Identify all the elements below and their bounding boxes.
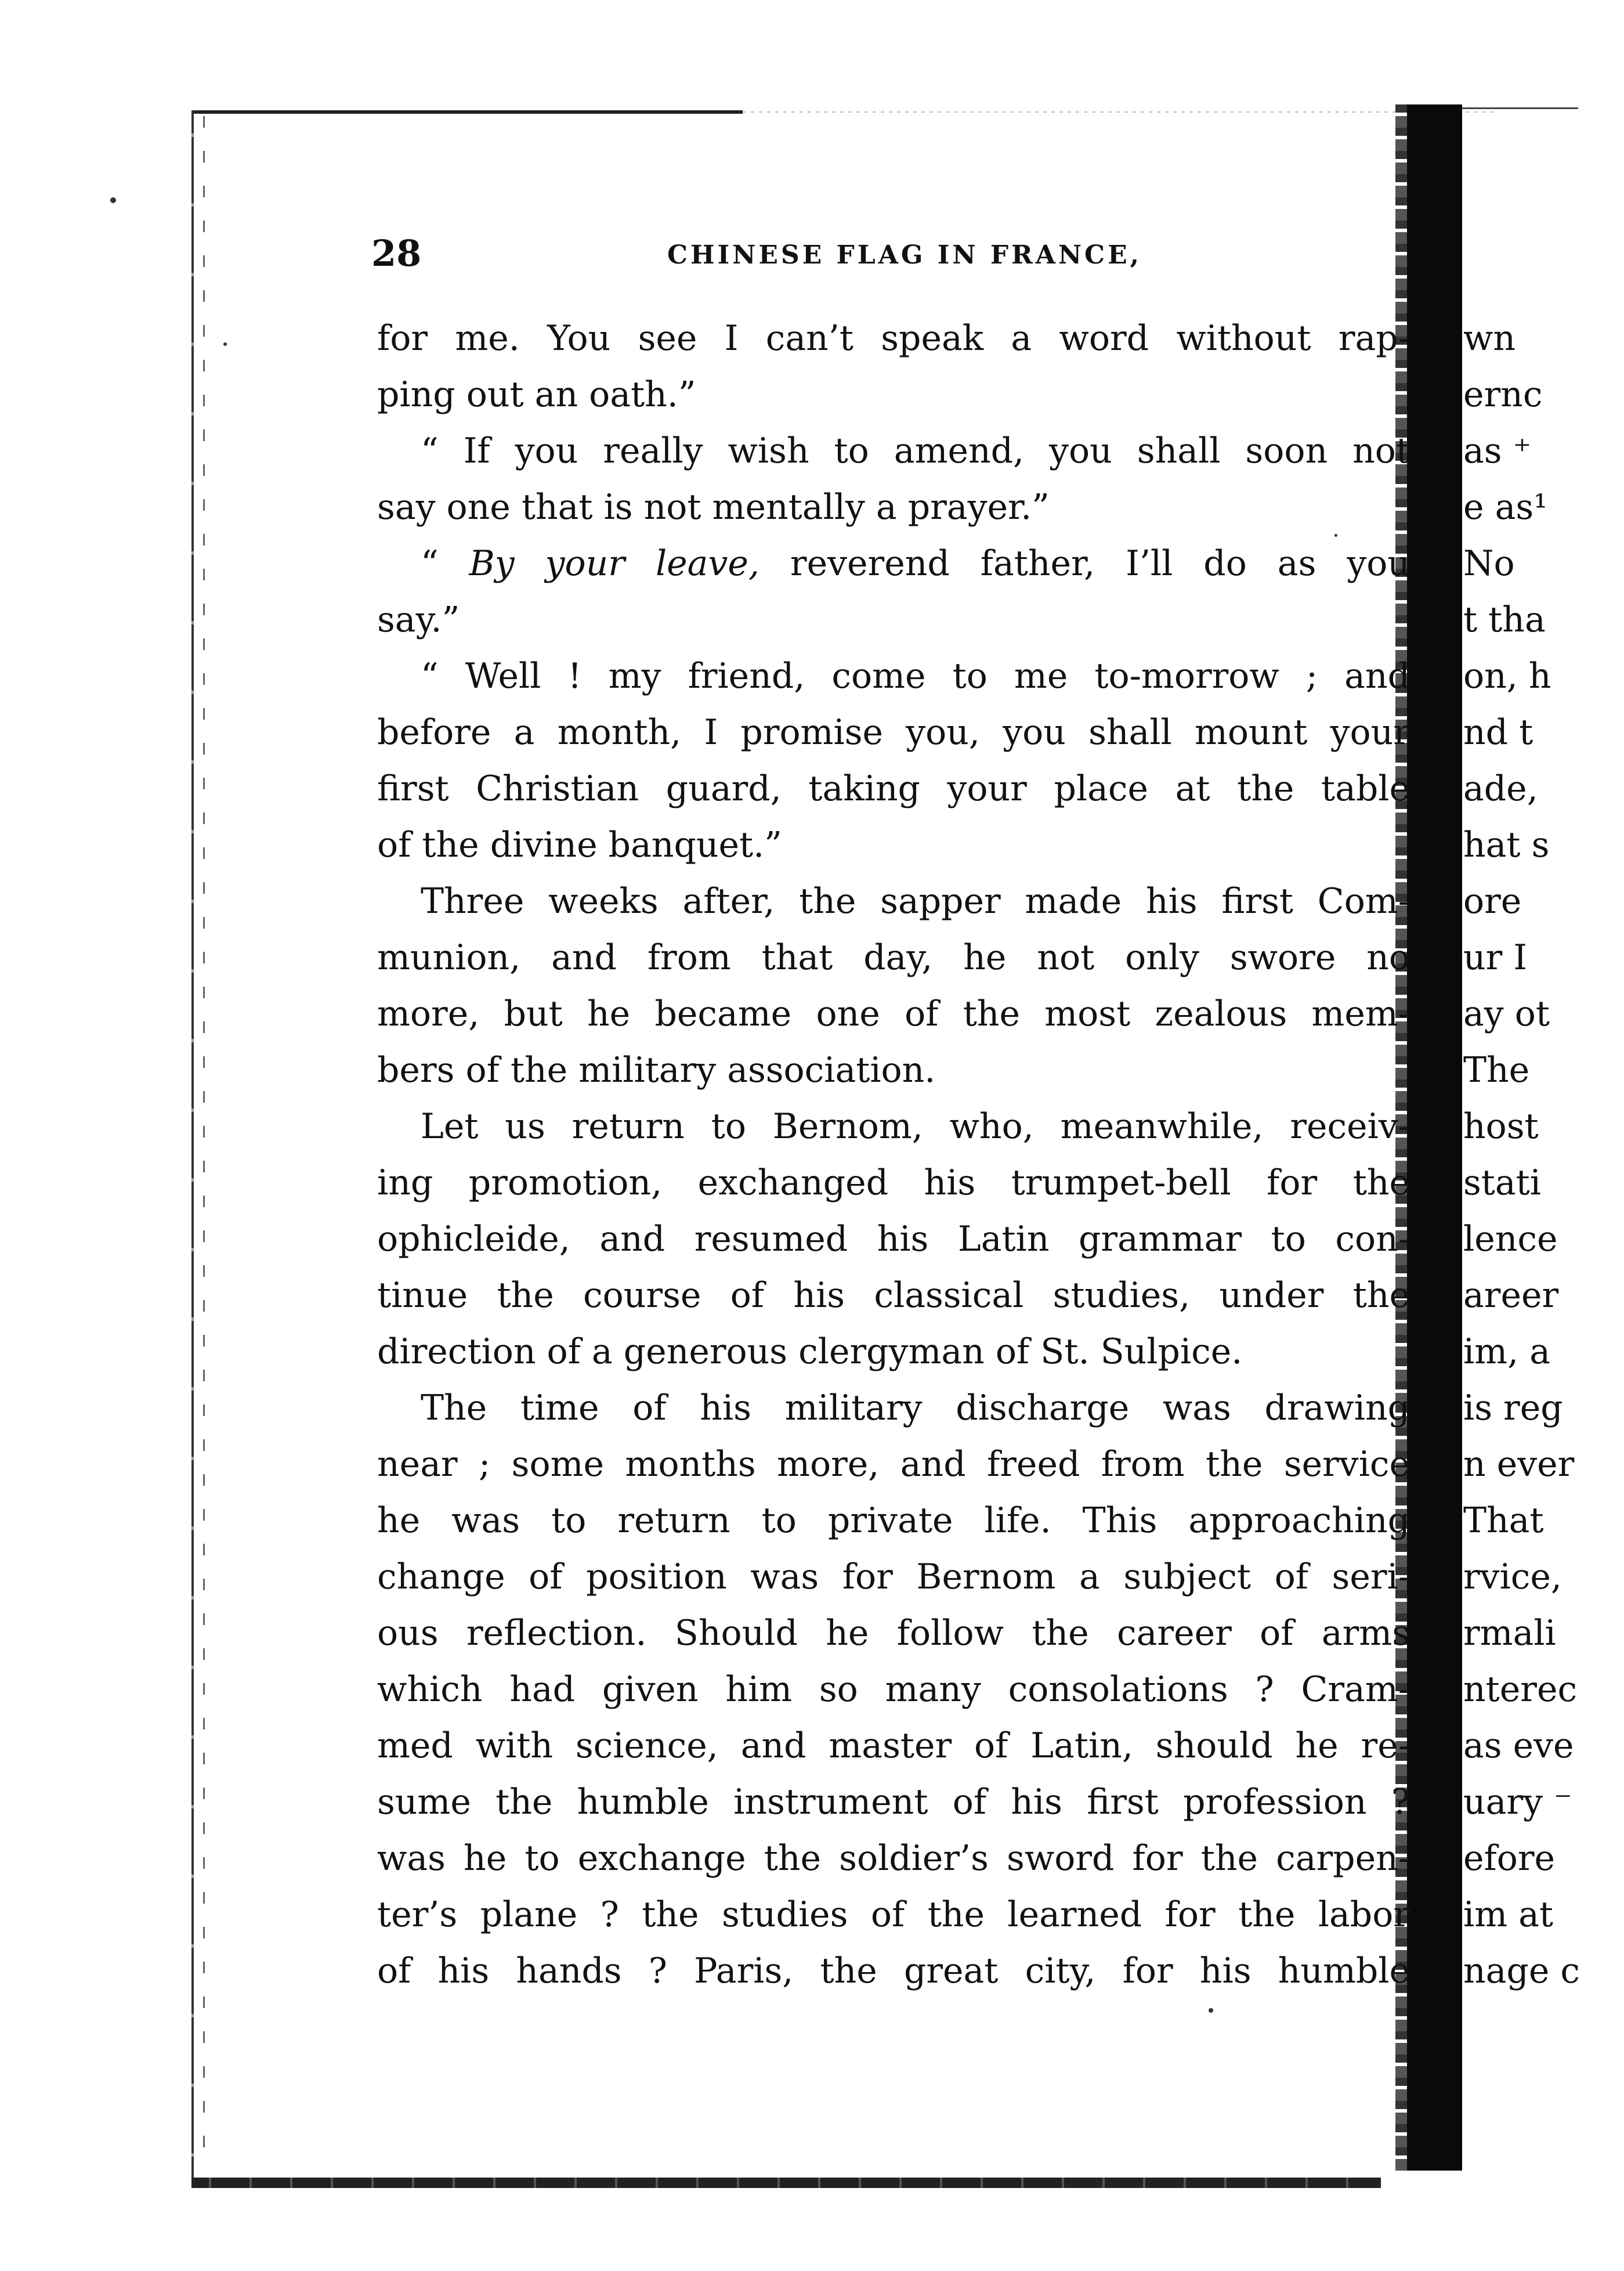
left-border-rule	[191, 110, 194, 2182]
scan-speck	[1209, 2008, 1213, 2013]
facing-page-fragment: lence	[1463, 1219, 1558, 1259]
top-border-faint-rule	[743, 111, 1497, 113]
facing-page-fragment: ernc	[1463, 374, 1543, 415]
text-line: bers of the military association.	[377, 1050, 936, 1091]
facing-page-fragment: rvice,	[1463, 1557, 1562, 1597]
text-line: change of position was for Bernom a subject of seri-	[377, 1557, 1410, 1597]
facing-page-fragment: e as¹	[1463, 487, 1548, 528]
facing-page-fragment: nage c	[1463, 1951, 1580, 1991]
body-text	[377, 310, 1410, 1991]
facing-page-fragment: as ⁺	[1463, 431, 1532, 471]
text-line: ping out an oath.”	[377, 374, 696, 415]
text-line: say one that is not mentally a prayer.”	[377, 487, 1050, 528]
facing-page-fragment: That	[1463, 1500, 1544, 1541]
text-line: sume the humble instrument of his first profession ?	[377, 1782, 1410, 1822]
text-line: direction of a generous clergyman of St. Sulpice.	[377, 1331, 1243, 1372]
text-line: near ; some months more, and freed from the service	[377, 1444, 1410, 1485]
facing-page-top-rule	[1462, 107, 1578, 109]
facing-page-fragment: efore	[1463, 1838, 1556, 1879]
text-line: munion, and from that day, he not only swore no	[377, 937, 1410, 978]
facing-page-fragment: is reg	[1463, 1388, 1563, 1428]
facing-page-fragment: n ever	[1463, 1444, 1575, 1485]
text-line: more, but he became one of the most zealous mem-	[377, 994, 1410, 1034]
text-line: “ Well ! my friend, come to me to-morrow ; and	[421, 656, 1410, 696]
text-line: he was to return to private life. This approaching	[377, 1500, 1410, 1541]
facing-page-fragment: as eve	[1463, 1725, 1574, 1766]
page-header	[371, 232, 1416, 279]
facing-page-fragment: wn	[1463, 318, 1516, 359]
facing-page-fragment: areer	[1463, 1275, 1559, 1316]
text-line: for me. You see I can’t speak a word without rap-	[377, 318, 1410, 359]
text-line: med with science, and master of Latin, should he re-	[377, 1725, 1410, 1766]
scan-speck	[110, 197, 116, 203]
facing-page-fragment: host	[1463, 1106, 1539, 1147]
facing-page-fragment: ur I	[1463, 937, 1528, 978]
text-line: Three weeks after, the sapper made his first Com-	[421, 881, 1410, 922]
text-line: tinue the course of his classical studies, under the	[377, 1275, 1410, 1316]
text-line: was he to exchange the soldier’s sword for the carpen-	[377, 1838, 1410, 1879]
facing-page-fragments	[1463, 310, 1614, 1991]
facing-page-fragment: ore	[1463, 881, 1522, 922]
text-line: first Christian guard, taking your place at the table	[377, 768, 1410, 809]
text-line: “ If you really wish to amend, you shall soon not	[421, 431, 1410, 471]
facing-page-fragment: hat s	[1463, 825, 1550, 865]
text-line: say.”	[377, 600, 460, 640]
facing-page-fragment: im at	[1463, 1894, 1554, 1935]
facing-page-fragment: nterec	[1463, 1669, 1578, 1710]
facing-page-fragment: ay ot	[1463, 994, 1550, 1034]
text-line: ophicleide, and resumed his Latin grammar to con-	[377, 1219, 1410, 1259]
gutter-shadow	[1407, 104, 1462, 2171]
running-head: CHINESE FLAG IN FRANCE,	[667, 240, 1142, 270]
text-line: of the divine banquet.”	[377, 825, 782, 865]
text-line: ous reflection. Should he follow the career of arms	[377, 1613, 1410, 1653]
facing-page-fragment: im, a	[1463, 1331, 1550, 1372]
facing-page-fragment: ade,	[1463, 768, 1538, 809]
facing-page-fragment: on, h	[1463, 656, 1551, 696]
page-number: 28	[371, 232, 422, 275]
text-line: before a month, I promise you, you shall mount your	[377, 712, 1410, 753]
facing-page-fragment: The	[1463, 1050, 1530, 1091]
facing-page-fragment: No	[1463, 543, 1515, 584]
top-border-rule	[191, 110, 743, 114]
text-line: of his hands ? Paris, the great city, for his humble	[377, 1951, 1410, 1991]
text-line: ing promotion, exchanged his trumpet-bell for the	[377, 1162, 1410, 1203]
facing-page-fragment: nd t	[1463, 712, 1533, 753]
facing-page-fragment: uary ⁻	[1463, 1782, 1572, 1822]
left-border-inner-rule	[203, 116, 205, 2171]
text-line: which had given him so many consolations ? Cram-	[377, 1669, 1410, 1710]
facing-page-fragment: stati	[1463, 1162, 1541, 1203]
facing-page-fragment: rmali	[1463, 1613, 1556, 1653]
text-line: Let us return to Bernom, who, meanwhile, receiv-	[421, 1106, 1410, 1147]
scan-speck	[223, 342, 227, 346]
bottom-border-rule	[191, 2178, 1381, 2188]
facing-page-fragment: t tha	[1463, 600, 1546, 640]
text-line: The time of his military discharge was drawing	[421, 1388, 1410, 1428]
text-line: “ By your leave, reverend father, I’ll do as you	[421, 543, 1410, 584]
text-line: ter’s plane ? the studies of the learned for the labor	[377, 1894, 1410, 1935]
